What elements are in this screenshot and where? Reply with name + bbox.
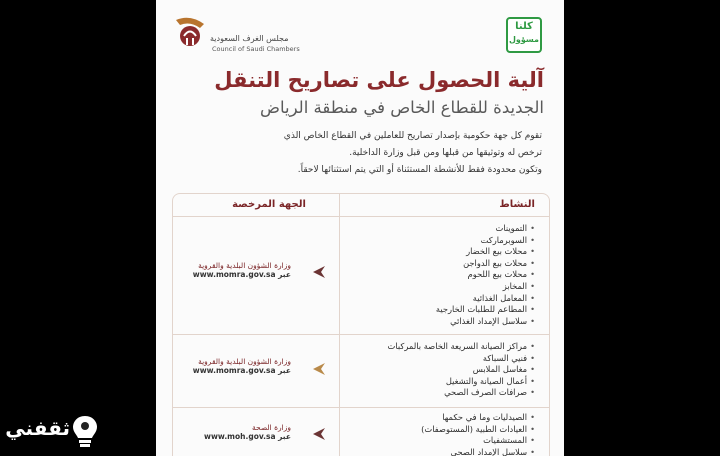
column-header-authority: الجهة المرخصة: [232, 199, 306, 210]
intro-paragraph: [172, 128, 542, 179]
activity-list: [436, 223, 535, 327]
document-page: [156, 0, 564, 456]
council-name-en: Council of Saudi Chambers: [212, 45, 300, 53]
row-divider: [173, 334, 549, 335]
page-subtitle: الجديدة للقطاع الخاص في منطقة الرياض: [260, 98, 544, 117]
authority-cell: [204, 423, 291, 441]
watermark-text: ثقفني: [5, 416, 70, 440]
council-emblem-icon: [170, 12, 210, 52]
list-item: • مغاسل الملابس: [388, 364, 535, 376]
list-item: • الصيدليات وما في حكمها: [421, 412, 535, 424]
list-item: • المطاعم للطلبات الخارجية: [436, 304, 535, 316]
row-divider: [173, 407, 549, 408]
pointer-arrow-icon: [313, 363, 325, 375]
authority-website[interactable]: www.momra.gov.sa عبر: [192, 366, 291, 375]
intro-line: تقوم كل جهة حكومية بإصدار تصاريح للعاملين في القطاع الخاص الذي: [283, 131, 542, 141]
pointer-arrow-icon: [313, 428, 325, 440]
authority-name: وزارة الشؤون البلدية والقروية: [198, 261, 291, 270]
column-divider: [339, 194, 340, 456]
list-item: • سلاسل الإمداد الغذائي: [436, 316, 535, 328]
authority-name: وزارة الشؤون البلدية والقروية: [198, 357, 291, 366]
list-item: • التموينات: [436, 223, 535, 235]
authority-website[interactable]: www.moh.gov.sa عبر: [204, 432, 291, 441]
list-item: • محلات بيع الدواجن: [436, 258, 535, 270]
list-item: • محلات بيع الخضار: [436, 246, 535, 258]
campaign-logo: [506, 17, 542, 53]
council-name-ar: مجلس الغرف السعودية: [210, 34, 289, 43]
column-header-activity: النشاط: [499, 199, 535, 210]
authority-name: وزارة الصحة: [252, 423, 291, 432]
list-item: • المستشفيات: [421, 435, 535, 447]
list-item: • المعامل الغذائية: [436, 293, 535, 305]
pointer-arrow-icon: [313, 266, 325, 278]
activity-list: [388, 341, 535, 399]
list-item: • سلاسل الإمداد الصحي: [421, 447, 535, 456]
list-item: • المخابز: [436, 281, 535, 293]
list-item: • مراكز الصيانة السريعة الخاصة بالمركبات: [388, 341, 535, 353]
authority-cell: [193, 357, 291, 375]
intro-line: ترخص له وتوثيقها من قبلها ومن قبل وزارة الداخلية.: [349, 148, 542, 158]
list-item: • أعمال الصيانة والتشغيل: [388, 376, 535, 388]
list-item: • صرافات الصرف الصحي: [388, 387, 535, 399]
council-logo: [170, 12, 300, 58]
campaign-logo-line1: كلنا: [515, 21, 533, 32]
campaign-logo-line2: مسؤول: [508, 35, 540, 44]
list-item: • فنيي السباكة: [388, 353, 535, 365]
list-item: • العيادات الطبية (المستوصفات): [421, 424, 535, 436]
permits-table: [172, 193, 550, 456]
authority-cell: [193, 261, 291, 279]
row-divider: [173, 216, 549, 217]
authority-website[interactable]: www.momra.gov.sa عبر: [192, 270, 291, 279]
site-watermark: [4, 410, 100, 450]
lightbulb-icon: [70, 414, 100, 448]
activity-list: [421, 412, 535, 456]
list-item: • محلات بيع اللحوم: [436, 269, 535, 281]
list-item: • السوبرماركت: [436, 235, 535, 247]
intro-line: وتكون محدودة فقط للأنشطة المستثناة أو التي يتم استثنائها لاحقاً.: [297, 165, 542, 175]
page-title: آلية الحصول على تصاريح التنقل: [214, 68, 544, 92]
